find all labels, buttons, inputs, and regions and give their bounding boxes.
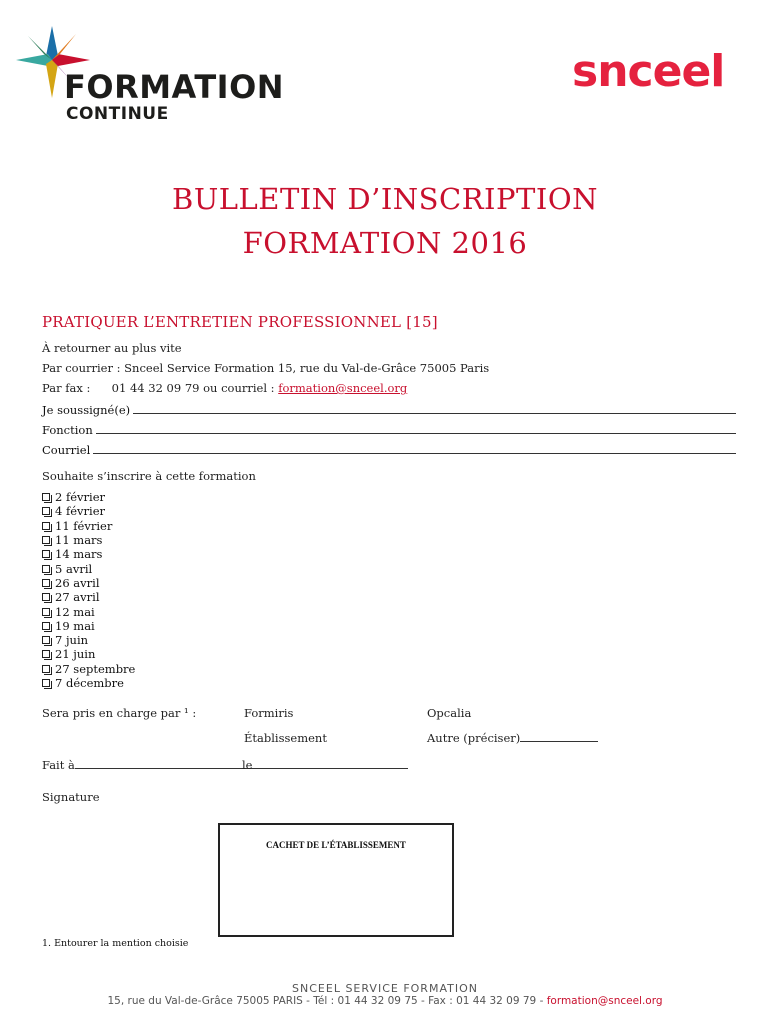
logo-word-continue: CONTINUE [66,104,169,124]
date-option[interactable]: 11 mars [42,533,135,547]
page-title-line1: BULLETIN D’INSCRIPTION [172,182,598,216]
made-at-field[interactable] [42,758,257,772]
signature-label: Signature [42,790,100,804]
date-option[interactable]: 2 février [42,490,135,504]
return-heading: À retourner au plus vite [42,341,182,355]
return-fax-line [42,381,407,395]
email-field[interactable] [42,441,736,457]
funding-option-etablissement[interactable]: Établissement [244,731,327,745]
course-title: PRATIQUER L’ENTRETIEN PROFESSIONNEL [15] [42,313,438,331]
made-at-line[interactable] [75,758,257,769]
funding-option-opcalia[interactable]: Opcalia [427,706,472,720]
signed-field[interactable] [42,401,736,417]
function-field[interactable] [42,421,736,437]
other-input-line[interactable] [520,731,598,742]
logo-word-formation: FORMATION [64,68,285,106]
date-option[interactable]: 11 février [42,519,135,533]
checkbox-icon[interactable] [42,665,50,673]
checkbox-icon[interactable] [42,579,50,587]
funding-label: Sera pris en charge par ¹ : [42,706,197,720]
checkbox-icon[interactable] [42,522,50,530]
snceel-logo [572,46,730,106]
date-option[interactable]: 7 décembre [42,676,135,690]
email-link[interactable]: formation@snceel.org [278,381,408,395]
formation-continue-logo [14,20,286,125]
signed-label: Je soussigné(e) [42,403,131,417]
function-line [96,433,736,434]
signed-line [133,413,736,414]
date-option[interactable]: 27 avril [42,590,135,604]
date-line[interactable] [252,758,408,769]
snceel-brand-text: snceel [572,46,725,97]
checkbox-icon[interactable] [42,493,50,501]
footer-title: SNCEEL SERVICE FORMATION [292,982,478,995]
fax-text: 01 44 32 09 79 ou courriel : [111,381,279,395]
footnote: 1. Entourer la mention choisie [42,938,189,949]
date-option[interactable]: 4 février [42,504,135,518]
checkbox-icon[interactable] [42,622,50,630]
checkbox-icon[interactable] [42,507,50,515]
fax-label: Par fax : [42,381,91,395]
stamp-box[interactable] [218,823,454,937]
footer-email[interactable]: formation@snceel.org [546,995,663,1007]
made-at-label: Fait à [42,758,75,772]
checkbox-icon[interactable] [42,565,50,573]
date-option[interactable]: 14 mars [42,547,135,561]
checkbox-icon[interactable] [42,650,50,658]
wish-text: Souhaite s’inscrire à cette formation [42,469,256,483]
checkbox-icon[interactable] [42,536,50,544]
stamp-caption: CACHET DE L’ÉTABLISSEMENT [266,840,406,850]
date-option[interactable]: 19 mai [42,619,135,633]
date-option[interactable]: 21 juin [42,647,135,661]
date-list [42,490,135,690]
email-line [93,453,736,454]
checkbox-icon[interactable] [42,550,50,558]
date-field[interactable] [242,758,408,772]
date-option[interactable]: 5 avril [42,561,135,575]
checkbox-icon[interactable] [42,679,50,687]
footer-address-text: 15, rue du Val-de-Grâce 75005 PARIS - Tél : 01 44 32 09 75 - Fax : 01 44 32 09 79 - [107,995,547,1007]
date-option[interactable]: 12 mai [42,604,135,618]
date-option[interactable]: 26 avril [42,576,135,590]
function-label: Fonction [42,423,93,437]
date-option[interactable]: 27 septembre [42,662,135,676]
date-label: le [242,758,253,772]
date-option[interactable]: 7 juin [42,633,135,647]
footer-address [0,995,770,1007]
return-courier: Par courrier : Snceel Service Formation 15, rue du Val-de-Grâce 75005 Paris [42,361,490,375]
checkbox-icon[interactable] [42,593,50,601]
email-label: Courriel [42,443,91,457]
checkbox-icon[interactable] [42,636,50,644]
checkbox-icon[interactable] [42,608,50,616]
page-title-line2: FORMATION 2016 [242,226,528,260]
funding-option-autre[interactable]: Autre (préciser) [427,731,598,745]
funding-option-formiris[interactable]: Formiris [244,706,294,720]
